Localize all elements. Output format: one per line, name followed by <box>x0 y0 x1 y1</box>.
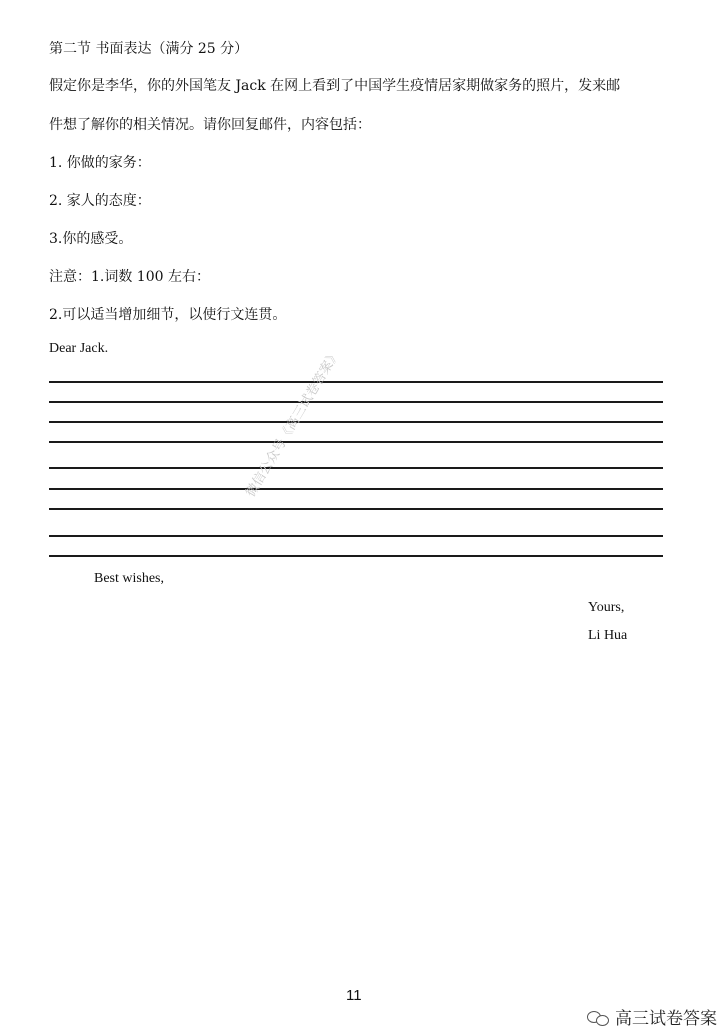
answer-line[interactable] <box>49 508 663 510</box>
answer-line[interactable] <box>49 441 663 443</box>
answer-line[interactable] <box>49 467 663 469</box>
signature: Li Hua <box>588 628 628 643</box>
brand-mark <box>587 1004 717 1029</box>
note-line-1: 注意：1.词数 100 左右： <box>49 269 210 285</box>
watermark-text: 微信公众号《高三试卷答案》 <box>243 347 344 500</box>
requirement-item-1: 1. 你做的家务： <box>49 155 151 171</box>
answer-line[interactable] <box>49 535 663 537</box>
answer-line[interactable] <box>49 421 663 423</box>
sign-off: Yours, <box>588 600 625 615</box>
closing-wishes: Best wishes, <box>94 571 164 586</box>
brand-name: 高三试卷答案 <box>615 1009 717 1029</box>
answer-line[interactable] <box>49 401 663 403</box>
prompt-line-1: 假定你是李华，你的外国笔友 Jack 在网上看到了中国学生疫情居家期做家务的照片，发来邮 <box>49 78 621 94</box>
page-number: 11 <box>346 987 362 1004</box>
answer-line[interactable] <box>49 381 663 383</box>
requirement-item-2: 2. 家人的态度： <box>49 193 151 209</box>
wechat-icon <box>587 1009 609 1025</box>
answer-line[interactable] <box>49 555 663 557</box>
prompt-line-2: 件想了解你的相关情况。请你回复邮件，内容包括： <box>49 117 371 133</box>
note-line-2: 2.可以适当增加细节，以使行文连贯。 <box>49 307 287 323</box>
section-heading: 第二节 书面表达（满分 25 分） <box>49 41 249 57</box>
letter-salutation: Dear Jack. <box>49 341 109 356</box>
answer-line[interactable] <box>49 488 663 490</box>
requirement-item-3: 3.你的感受。 <box>49 231 133 247</box>
